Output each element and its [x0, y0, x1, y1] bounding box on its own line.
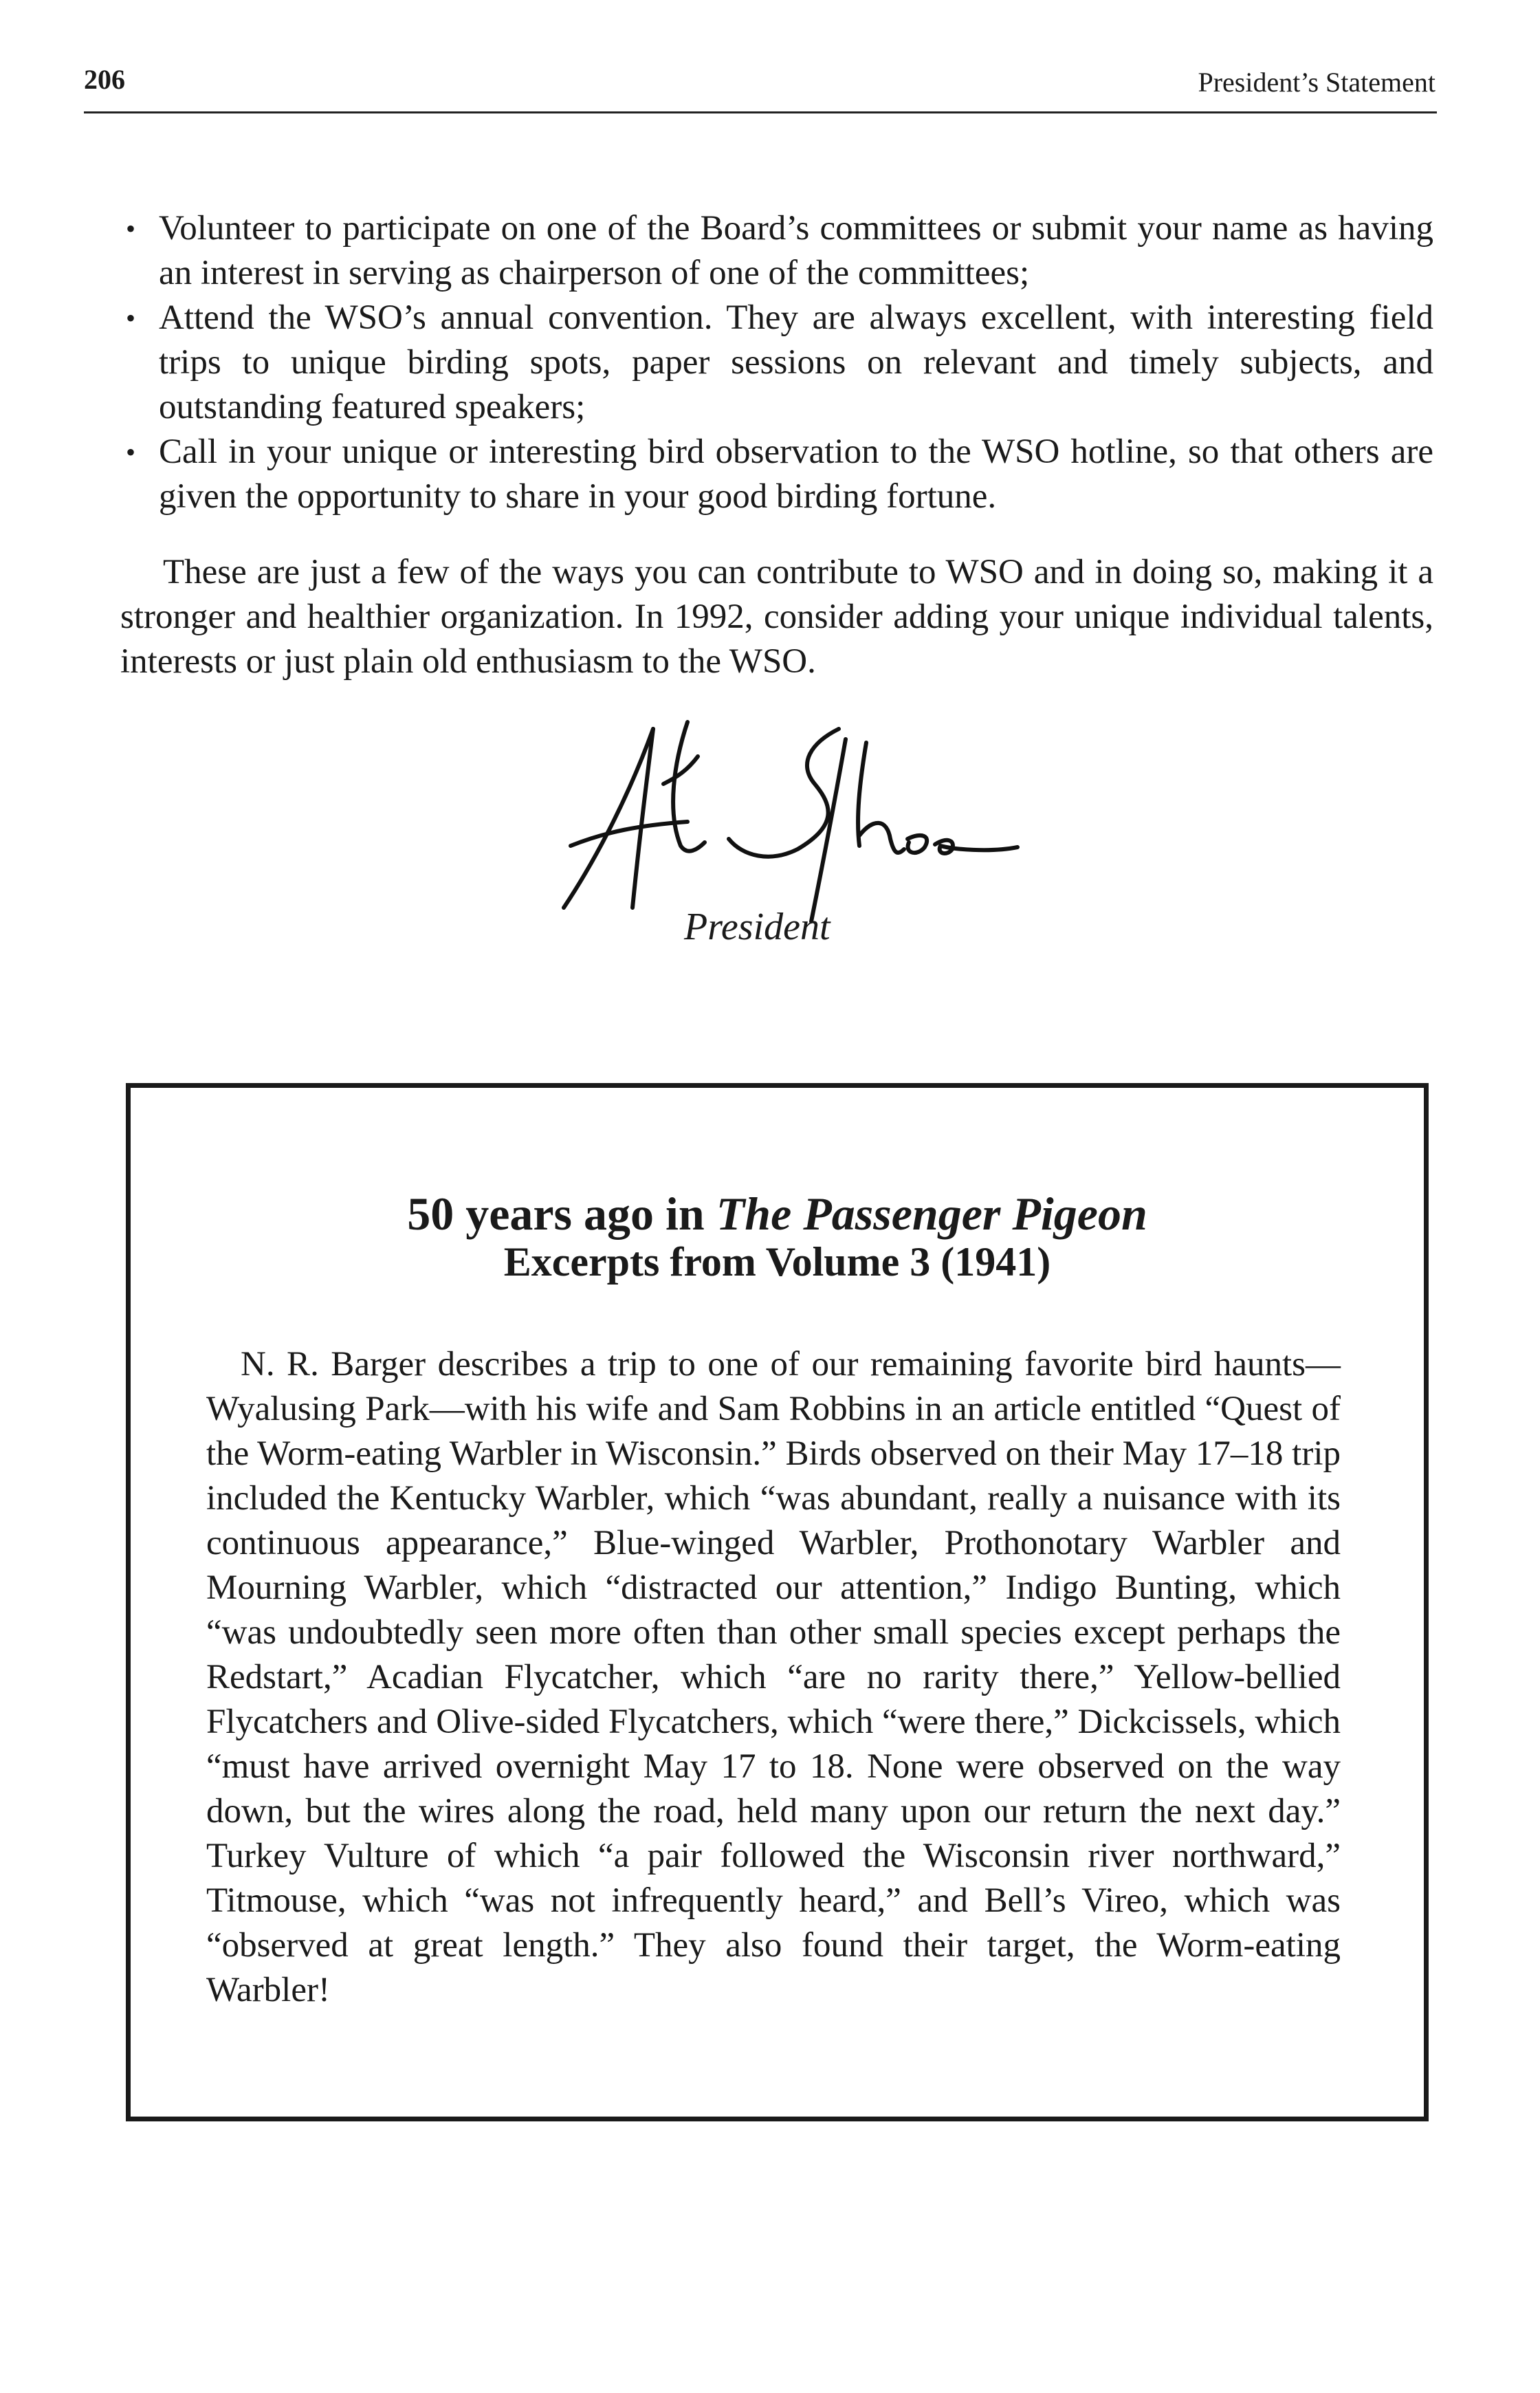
- header-rule: [84, 111, 1437, 113]
- closing-paragraph: These are just a few of the ways you can contribute to WSO and in doing so, making it a stronger and healthier organization. In 1992, consider adding your unique individual talents, interests or just plain old enthusiasm to the WSO.: [120, 553, 1433, 681]
- box-subtitle: Excerpts from Volume 3 (1941): [503, 1239, 1051, 1285]
- running-head: President’s Statement: [1198, 67, 1436, 98]
- bullet-icon: •: [126, 303, 136, 334]
- list-item: [120, 296, 1433, 430]
- list-item-text: Call in your unique or interesting bird observation to the WSO hotline, so that others are given the opportunity to share in your good birding fortune.: [159, 433, 1433, 516]
- page-number: 206: [84, 64, 125, 95]
- bullet-list: [120, 206, 1433, 519]
- box-body: N. R. Barger describes a trip to one of our remaining favorite bird haunts—Wyalusing Park—with his wife and Sam Robbins in an article entitled “Quest of the Worm-eating Warbler in Wisconsin.” Birds observed on their May 17–18 trip included the Kentucky Warbler, which “was abundant, really a nuisance with its continuous appearance,” Blue-winged Warbler, Prothonotary Warbler and Mourning Warbler, which “distracted our attention,” Indigo Bunting, which “was undoubtedly seen more often than other small species except perhaps the Redstart,” Acadian Flycatcher, which “are no rarity there,” Yellow-bellied Flycatchers and Olive-sided Flycatchers, which “were there,” Dickcissels, which “must have arrived overnight May 17 to 18. None were observed on the way down, but the wires along the road, held many upon our return the next day.” Turkey Vulture of which “a pair followed the Wisconsin river northward,” Titmouse, which “was not infrequently heard,” and Bell’s Vireo, which was “observed at great length.” They also found their target, the Worm-eating Warbler!: [206, 1345, 1341, 2009]
- signer-title: President: [684, 906, 830, 948]
- list-item: [120, 430, 1433, 519]
- list-item-text: Volunteer to participate on one of the Board’s committees or submit your name as having an interest in serving as chairperson of one of the committees;: [159, 209, 1433, 292]
- box-title: [131, 1190, 1424, 1238]
- signature-image: [550, 701, 1031, 935]
- list-item-text: Attend the WSO’s annual convention. They are always excellent, with interesting field trips to unique birding spots, paper sessions on relevant and timely subjects, and outstanding featured speakers;: [159, 298, 1433, 426]
- list-item: [120, 206, 1433, 296]
- bullet-icon: •: [126, 437, 136, 468]
- box-title-prefix: 50 years ago in: [407, 1188, 716, 1240]
- historical-excerpt-box: [126, 1083, 1429, 2121]
- journal-title: The Passenger Pigeon: [716, 1188, 1147, 1240]
- bullet-icon: •: [126, 213, 136, 244]
